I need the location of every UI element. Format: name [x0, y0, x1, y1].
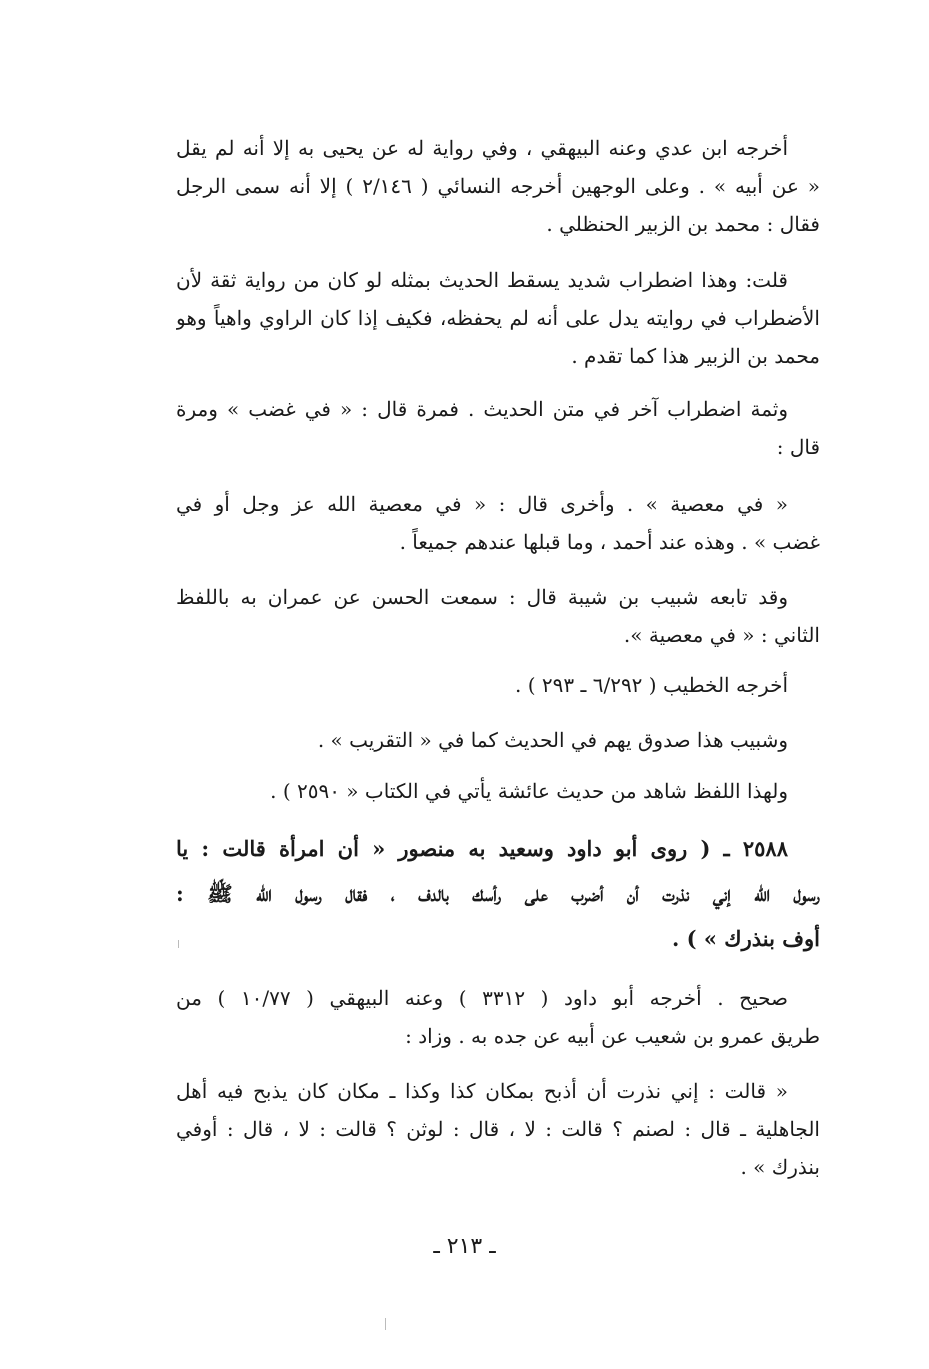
- paragraph-3: [176, 390, 820, 466]
- text-line: بنذرك » .: [740, 1155, 820, 1179]
- paragraph-2: [176, 261, 820, 375]
- text-line: وثمة اضطراب آخر في متن الحديث . فمرة قال : « في غضب » ومرة: [176, 397, 788, 421]
- text-line: وشبيب هذا صدوق يهم في الحديث كما في « التقريب » .: [317, 728, 788, 752]
- text-line: « في معصية » . وأخرى قال : « في معصية الله عز وجل أو في: [176, 492, 788, 516]
- text-line: أوف بنذرك » ) .: [671, 926, 820, 951]
- paragraph-5: [176, 578, 820, 654]
- paragraph-7: [176, 721, 820, 759]
- text-line: طريق عمرو بن شعيب عن أبيه عن جده به . وزاد :: [405, 1024, 820, 1048]
- text-line: محمد بن الزبير هذا كما تقدم .: [571, 344, 820, 368]
- text-line: ٢٥٨٨ ـ ( روى أبو داود وسعيد به منصور « أن امرأة قالت : يا: [176, 836, 788, 861]
- scan-mark: [178, 940, 179, 948]
- text-line: قال :: [776, 435, 820, 459]
- text-line: أخرجه ابن عدي وعنه البيهقي ، وفي رواية له عن يحيى به إلا أنه لم يقل: [176, 136, 789, 160]
- paragraph-addition: [176, 1072, 820, 1186]
- paragraph-grading: [176, 979, 820, 1055]
- text-line: وقد تابعه شبيب بن شيبة قال : سمعت الحسن عن عمران به باللفظ: [176, 585, 788, 609]
- text-line: الثاني : « في معصية ».: [623, 623, 820, 647]
- text-line: ولهذا اللفظ شاهد من حديث عائشة يأتي في الكتاب « ٢٥٩٠ ) .: [270, 779, 788, 803]
- text-line: رسول الله إني نذرت أن أضرب على رأسك بالدف ، فقال رسول الله ﷺ :: [176, 881, 820, 906]
- paragraph-8: [176, 772, 820, 810]
- paragraph-4: [176, 485, 820, 561]
- text-line: صحيح . أخرجه أبو داود ( ٣٣١٢ ) وعنه البيهقي ( ١٠/٧٧ ) من: [176, 986, 788, 1010]
- text-line: « عن أبيه » . وعلى الوجهين أخرجه النسائي ( ٢/١٤٦ ) إلا أنه سمى الرجل: [176, 174, 820, 198]
- paragraph-1: [176, 129, 820, 243]
- text-line: الجاهلية ـ قال : لصنم ؟ قالت : لا ، قال : لوثن ؟ قالت : لا ، قال : أوفي: [176, 1117, 820, 1141]
- hadith-2588: [176, 826, 820, 961]
- text-line: « قالت : إني نذرت أن أذبح بمكان كذا وكذا ـ مكان كان يذبح فيه أهل: [176, 1079, 788, 1103]
- text-line: فقال : محمد بن الزبير الحنظلي .: [546, 212, 820, 236]
- page-number: ـ ٢١٣ ـ: [433, 1234, 496, 1259]
- text-line: غضب » . وهذه عند أحمد ، وما قبلها عندهم جميعاً .: [399, 530, 820, 554]
- paragraph-6: [176, 666, 820, 704]
- scan-mark: [385, 1318, 386, 1330]
- text-line: أخرجه الخطيب ( ٦/٢٩٢ ـ ٢٩٣ ) .: [515, 673, 788, 697]
- text-line: قلت: وهذا اضطراب شديد يسقط الحديث بمثله لو كان من رواية ثقة لأن: [176, 268, 788, 292]
- text-line: الأضطراب في روايته يدل على أنه لم يحفظه، فكيف إذا كان الراوي واهياً وهو: [176, 306, 820, 330]
